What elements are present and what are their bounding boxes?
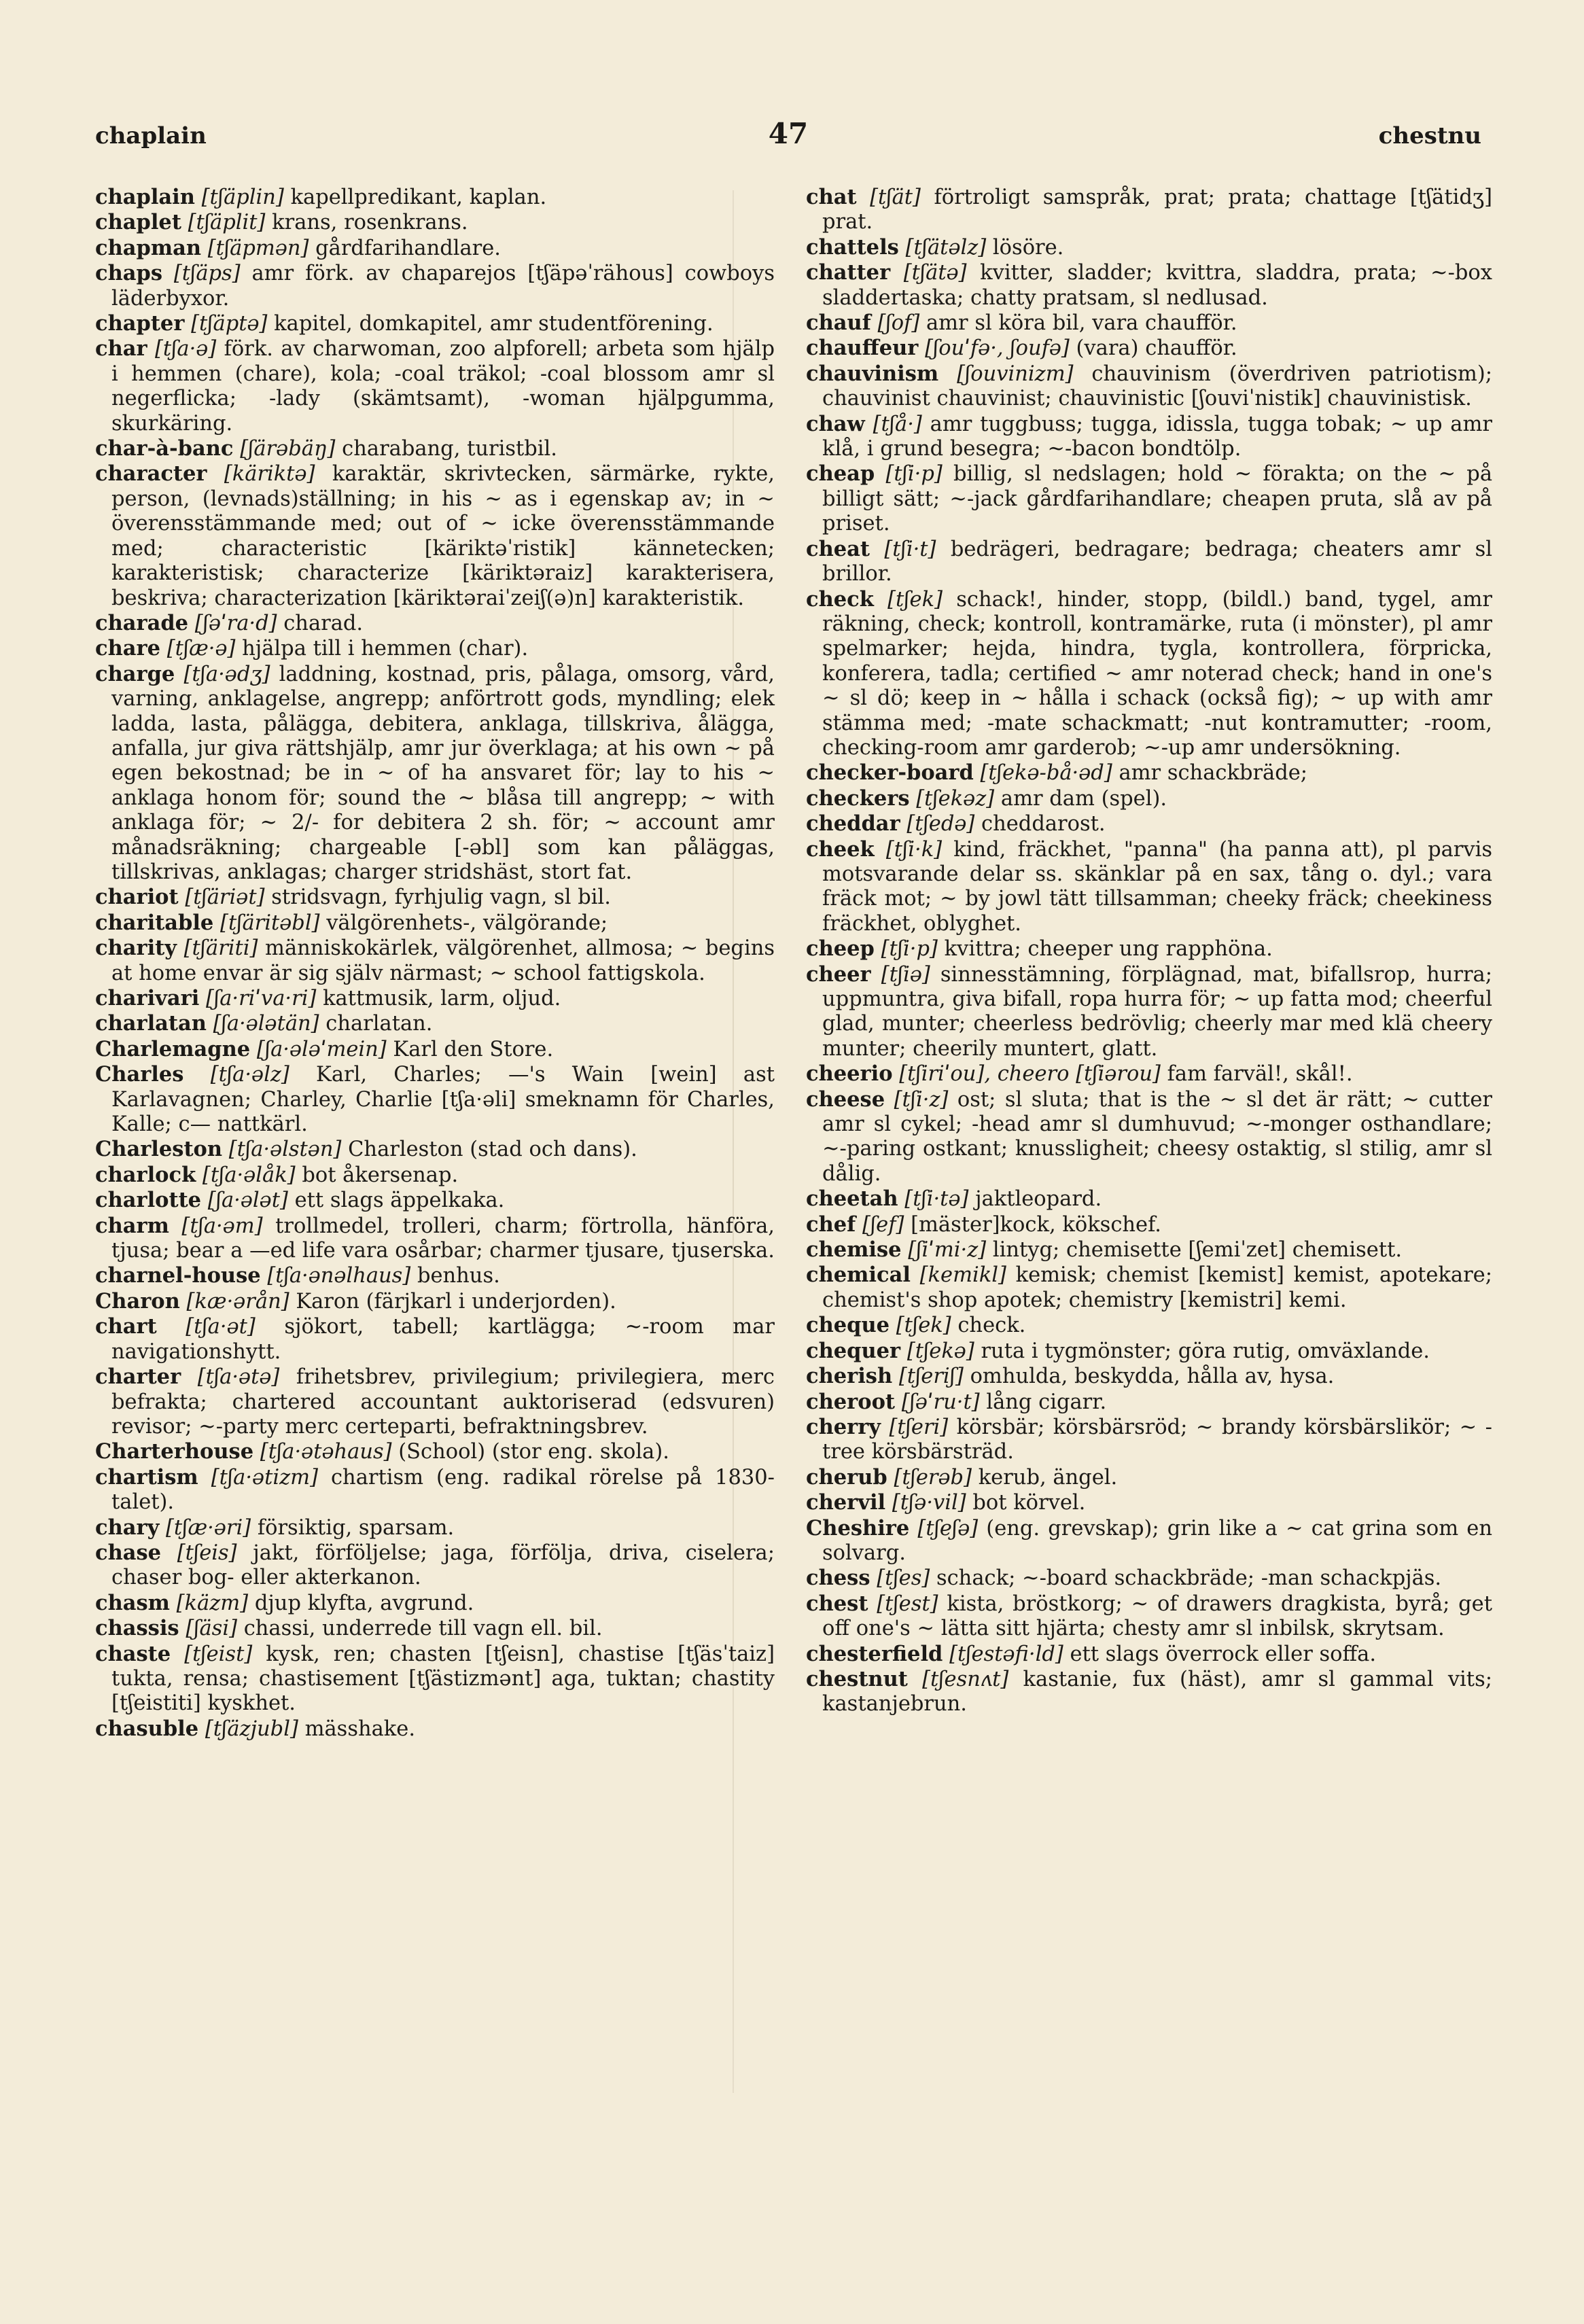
entry-pronunciation: [ʃəˈru·t] [901, 1390, 980, 1414]
entry-headword: charm [95, 1213, 169, 1238]
entry-definition: kerub, ängel. [978, 1465, 1118, 1490]
entry-definition: [mäster]kock, kökschef. [911, 1212, 1161, 1237]
entry-headword: chemical [806, 1263, 911, 1288]
entry-headword: check [806, 586, 874, 612]
entry-pronunciation: [ʃof] [877, 311, 920, 336]
entry-definition: Charleston (stad och dans). [348, 1138, 637, 1162]
entry-definition: människokärlek, välgörenhet, allmosa; ~ begins at home envar är sig själv närmast; ~ school fattigskola. [111, 936, 775, 985]
entry-definition: förtroligt samspråk, prat; prata; chattage [tʃätidʒ] prat. [822, 186, 1492, 234]
entry-headword: cherish [806, 1364, 893, 1389]
dictionary-entry [95, 986, 775, 1011]
entry-definition: trollmedel, trolleri, charm; förtrolla, hänföra, tjusa; bear a —ed life vara osårbar; charmer tjusare, tjuserska. [111, 1214, 775, 1263]
entry-pronunciation: [tʃæ·əri] [166, 1515, 251, 1540]
dictionary-entry [806, 760, 1492, 786]
entry-headword: chaps [95, 261, 163, 286]
entry-headword: charity [95, 936, 177, 961]
entry-pronunciation: [tʃi·p] [881, 937, 938, 962]
entry-headword: chess [806, 1566, 870, 1591]
entry-pronunciation: [tʃes] [877, 1566, 930, 1591]
entry-definition: kysk, ren; chasten [tʃeisn], chastise [tʃäsˈtaiz] tukta, rensa; chastisement [tʃästizmənt] aga, tuktan; chastity [tʃeistiti] kyskhet. [111, 1642, 775, 1716]
dictionary-entry [806, 412, 1492, 462]
entry-headword: charlotte [95, 1188, 202, 1213]
entry-pronunciation: [ʃouˈfə·, ʃoufə] [925, 336, 1070, 361]
entry-headword: charlock [95, 1162, 196, 1187]
entry-headword: Charon [95, 1288, 180, 1314]
entry-pronunciation: [tʃekə] [907, 1339, 974, 1363]
entry-definition: kvitter, sladder; kvittra, sladdra, prata; ~-box sladdertaska; chatty pratsam, sl nedlusad. [822, 261, 1492, 310]
entry-definition: cheddarost. [981, 812, 1106, 837]
entry-definition: kattmusik, larm, oljud. [323, 987, 561, 1010]
entry-pronunciation: [tʃäptə] [191, 312, 268, 336]
entry-pronunciation: [ʃa·ələtän] [213, 1012, 319, 1036]
entry-headword: Charlemagne [95, 1036, 251, 1061]
entry-definition: sjökort, tabell; kartlägga; ~-room mar navigationshytt. [111, 1315, 775, 1364]
entry-columns [95, 185, 1495, 2257]
entry-pronunciation: [tʃi·z] [894, 1087, 949, 1112]
entry-definition: sinnesstämning, förplägnad, mat, bifallsrop, hurra; uppmuntra, giva bifall, ropa hurra för; ~ up fatta mod; cheerful glad, munter; cheerless bedrövlig; cheerly mar med klä cheery munter; cheerily muntert, glatt. [822, 962, 1492, 1061]
dictionary-entry [806, 1313, 1492, 1338]
dictionary-entry [806, 1642, 1492, 1667]
entry-definition: benhus. [417, 1264, 500, 1288]
dictionary-entry [95, 236, 775, 261]
dictionary-entry [806, 837, 1492, 937]
entry-headword: charter [95, 1365, 181, 1390]
entry-pronunciation: [tʃäplin] [201, 186, 284, 209]
entry-definition: chassi, underrede till vagn ell. bil. [243, 1617, 603, 1641]
page-number: 47 [768, 117, 809, 150]
entry-headword: chequer [806, 1338, 901, 1363]
entry-pronunciation: [tʃestəfi·ld] [949, 1642, 1063, 1666]
entry-definition: försiktig, sparsam. [257, 1515, 455, 1540]
entry-definition: ost; sl sluta; that is the ~ sl det är rätt; ~ cutter amr sl cykel; -head amr sl dumhuvud; ~-monger osthandlare; ~-paring ostkant; knussligheit; cheesy ostaktig, sl stilig, amr sl dålig. [822, 1087, 1492, 1186]
entry-definition: stridsvagn, fyrhjulig vagn, sl bil. [271, 885, 611, 910]
entry-headword: chemise [806, 1237, 902, 1263]
entry-definition: amr schackbräde; [1119, 761, 1308, 786]
entry-definition: fam farväl!, skål!. [1167, 1062, 1353, 1087]
dictionary-entry [806, 235, 1492, 260]
dictionary-entry [806, 811, 1492, 837]
entry-pronunciation: [tʃät] [870, 186, 921, 209]
entry-headword: chaplain [95, 185, 195, 209]
entry-definition: check. [957, 1314, 1026, 1338]
right-guide-word: chestnu [1378, 122, 1481, 149]
entry-definition: Karl, Charles; —'s Wain [wein] ast Karlavagnen; Charley, Charlie [tʃa·əli] smeknamn för Charles, Kalle; c— nattkärl. [111, 1063, 775, 1137]
dictionary-entry [806, 1087, 1492, 1187]
entry-definition: lösöre. [992, 235, 1064, 260]
entry-definition: chauvinism (överdriven patriotism); chauvinist chauvinist; chauvinistic [ʃouviˈnistik] chauvinistisk. [822, 362, 1492, 411]
dictionary-entry [806, 1465, 1492, 1490]
entry-headword: chare [95, 636, 160, 661]
entry-headword: chaste [95, 1641, 171, 1666]
entry-headword: chasuble [95, 1716, 199, 1741]
entry-pronunciation: [tʃekə-bå·əd] [980, 761, 1112, 786]
entry-pronunciation: [ʃa·riˈva·ri] [206, 987, 317, 1010]
entry-pronunciation: [ʃəˈra·d] [194, 611, 277, 635]
dictionary-entry [95, 1037, 775, 1062]
entry-pronunciation: [ʃouvinizm] [957, 362, 1074, 386]
dictionary-entry [806, 786, 1492, 811]
entry-headword: chapman [95, 235, 202, 260]
entry-pronunciation: [tʃest] [877, 1591, 938, 1616]
entry-headword: chart [95, 1314, 157, 1339]
entry-pronunciation: [tʃə·vil] [892, 1491, 966, 1515]
entry-headword: cheer [806, 962, 871, 987]
entry-definition: amr dam (spel). [1000, 786, 1167, 811]
entry-pronunciation: [tʃa·ətəhaus] [260, 1440, 392, 1464]
dictionary-entry [806, 362, 1492, 412]
entry-pronunciation: [tʃi·k] [885, 837, 943, 862]
entry-pronunciation: [tʃäplit] [188, 211, 266, 235]
entry-pronunciation: [tʃätəlz] [905, 235, 987, 260]
entry-definition: Karon (färjkarl i underjorden). [296, 1289, 616, 1314]
entry-pronunciation: [tʃa·əlåk] [202, 1163, 296, 1187]
entry-headword: chasm [95, 1590, 170, 1615]
entry-definition: bedrägeri, bedragare; bedraga; cheaters amr sl brillor. [822, 537, 1493, 586]
dictionary-entry [95, 1465, 775, 1515]
entry-pronunciation: [tʃi·t] [884, 537, 936, 561]
dictionary-entry [806, 537, 1492, 587]
entry-pronunciation: [tʃa·əm] [181, 1214, 263, 1238]
entry-definition: jaktleopard. [975, 1187, 1102, 1212]
entry-headword: chaplet [95, 210, 181, 235]
entry-headword: chattels [806, 234, 899, 260]
dictionary-entry [95, 885, 775, 910]
dictionary-entry [95, 436, 775, 461]
entry-pronunciation: [tʃeʃə] [917, 1516, 979, 1540]
entry-pronunciation: [tʃeriʃ] [898, 1365, 964, 1389]
dictionary-entry [95, 311, 775, 336]
entry-headword: checkers [806, 786, 910, 811]
entry-definition: bot åkersenap. [302, 1163, 459, 1187]
dictionary-entry [806, 1566, 1492, 1591]
dictionary-entry [95, 1616, 775, 1641]
dictionary-entry [95, 461, 775, 610]
dictionary-entry [95, 1163, 775, 1188]
entry-definition: ruta i tygmönster; göra rutig, omväxlande. [981, 1339, 1430, 1363]
dictionary-entry [806, 962, 1492, 1062]
entry-pronunciation: [tʃi·p] [885, 462, 943, 487]
dictionary-entry [806, 1490, 1492, 1515]
entry-pronunciation: [tʃa·ənəlhaus] [267, 1264, 411, 1288]
dictionary-entry [806, 1591, 1492, 1642]
entry-pronunciation: [tʃiriˈou], cheero [tʃiərou] [899, 1062, 1161, 1087]
entry-pronunciation: [tʃäriti] [183, 936, 258, 961]
entry-headword: chariot [95, 885, 179, 910]
entry-pronunciation: [tʃäritəbl] [220, 911, 320, 935]
dictionary-entry [806, 1415, 1492, 1465]
entry-definition: jakt, förföljelse; jaga, förfölja, driva, ciselera; chaser bog- eller akterkanon. [111, 1540, 775, 1590]
entry-pronunciation: [ʃef] [862, 1212, 904, 1237]
entry-headword: chartism [95, 1464, 198, 1490]
entry-pronunciation: [tʃi·tə] [904, 1187, 969, 1212]
dictionary-entry [806, 1237, 1492, 1263]
dictionary-entry [806, 260, 1492, 311]
dictionary-entry [95, 185, 775, 210]
dictionary-entry [95, 1263, 775, 1288]
entry-pronunciation: [käzm] [176, 1591, 249, 1615]
entry-pronunciation: [tʃa·əlstən] [228, 1138, 342, 1162]
entry-headword: cheque [806, 1313, 890, 1338]
entry-definition: chartism (eng. radikal rörelse på 1830-talet). [111, 1465, 775, 1515]
entry-headword: checker-board [806, 760, 974, 786]
dictionary-entry [95, 1314, 775, 1365]
dictionary-entry [806, 936, 1492, 962]
entry-headword: chauffeur [806, 336, 919, 361]
entry-definition: Karl den Store. [393, 1037, 554, 1061]
entry-headword: cheese [806, 1087, 885, 1112]
dictionary-entry [95, 1439, 775, 1464]
dictionary-entry [95, 662, 775, 885]
entry-headword: chest [806, 1591, 868, 1616]
entry-headword: cheerio [806, 1061, 893, 1087]
dictionary-entry [806, 1516, 1492, 1566]
entry-pronunciation: [tʃäzjubl] [205, 1716, 298, 1741]
entry-headword: chesterfield [806, 1641, 943, 1666]
entry-pronunciation: [tʃå·] [873, 412, 922, 436]
dictionary-entry [95, 1515, 775, 1540]
entry-definition: omhulda, beskydda, hålla av, hysa. [970, 1365, 1335, 1389]
left-guide-word: chaplain [95, 122, 207, 149]
entry-definition: amr förk. av chaparejos [tʃäpəˈrähous] cowboys läderbyxor. [111, 262, 775, 311]
dictionary-entry [806, 1364, 1492, 1389]
dictionary-entry [95, 1642, 775, 1716]
entry-definition: (vara) chaufför. [1076, 336, 1237, 361]
entry-definition: (School) (stor eng. skola). [398, 1440, 669, 1464]
entry-pronunciation: [ʃärəbäŋ] [240, 437, 336, 461]
entry-headword: chaw [806, 411, 865, 436]
entry-definition: förk. av charwoman, zoo alpforell; arbeta som hjälp i hemmen (chare), kola; -coal träkol; -coal blossom amr sl negerflicka; -lady (skämtsamt), -woman hjälpgumma, skurkäring. [111, 337, 775, 436]
entry-definition: (eng. grevskap); grin like a ~ cat grina som en solvarg. [822, 1516, 1492, 1565]
entry-definition: körsbär; körsbärsröd; ~ brandy körsbärslikör; ~ -tree körsbärsträd. [822, 1415, 1492, 1464]
entry-headword: character [95, 461, 207, 487]
entry-pronunciation: [käriktə] [224, 462, 315, 487]
entry-pronunciation: [tʃeis] [177, 1540, 237, 1565]
entry-pronunciation: [tʃedə] [907, 812, 975, 837]
dictionary-entry [806, 1212, 1492, 1237]
entry-definition: kapellpredikant, kaplan. [290, 186, 547, 209]
entry-headword: cheep [806, 936, 875, 962]
entry-definition: lintyg; chemisette [ʃemiˈzet] chemisett. [992, 1238, 1403, 1263]
entry-pronunciation: [kemikl] [919, 1263, 1006, 1288]
entry-headword: charade [95, 610, 189, 635]
entry-pronunciation: [tʃäps] [173, 262, 241, 286]
entry-definition: karaktär, skrivtecken, särmärke, rykte, person, (levnads)ställning; in his ~ as i egenskap av; in ~ överensstämmande med; out of ~ icke överensstämmande med; characteristic [käriktəˈristik] kännetecken; karakteristisk; characterize [käriktəraiz] karakterisera, beskriva; characterization [käriktəraiˈzeiʃ(ə)n] karakteristik. [111, 462, 775, 610]
dictionary-entry [95, 210, 775, 235]
entry-headword: Cheshire [806, 1515, 910, 1540]
entry-headword: char [95, 336, 147, 362]
entry-headword: cheroot [806, 1389, 895, 1414]
entry-pronunciation: [ʃa·ələt] [207, 1189, 288, 1213]
entry-headword: charnel-house [95, 1263, 261, 1288]
entry-pronunciation: [tʃäpmən] [207, 236, 309, 260]
entry-definition: charad. [283, 611, 364, 635]
entry-headword: chat [806, 185, 857, 209]
dictionary-entry [95, 636, 775, 661]
entry-pronunciation: [tʃek] [887, 587, 943, 612]
entry-pronunciation: [tʃa·ətizm] [211, 1465, 318, 1490]
entry-definition: kvittra; cheeper ung rapphöna. [944, 937, 1273, 962]
dictionary-entry [95, 1011, 775, 1036]
entry-headword: char-à-banc [95, 436, 234, 461]
entry-definition: amr tuggbuss; tugga, idissla, tugga tobak; ~ up amr klå, i grund besegra; ~-bacon bondtölp. [822, 412, 1492, 461]
entry-headword: cheat [806, 536, 870, 561]
entry-definition: charabang, turistbil. [342, 437, 557, 461]
entry-headword: cheap [806, 461, 875, 487]
entry-definition: mässhake. [304, 1716, 416, 1741]
entry-headword: chary [95, 1515, 160, 1540]
dictionary-entry [95, 611, 775, 636]
page-header [95, 117, 1481, 163]
entry-definition: lång cigarr. [986, 1390, 1107, 1414]
dictionary-entry [806, 185, 1492, 235]
entry-definition: välgörenhets-, välgörande; [326, 911, 608, 935]
entry-pronunciation: [tʃa·ə] [154, 337, 217, 362]
dictionary-entry [95, 261, 775, 311]
entry-pronunciation: [tʃeri] [889, 1415, 949, 1439]
dictionary-entry [806, 311, 1492, 336]
entry-headword: chef [806, 1212, 856, 1237]
entry-headword: cheek [806, 837, 875, 862]
entry-definition: bot körvel. [972, 1491, 1086, 1515]
entry-headword: Charleston [95, 1137, 223, 1162]
dictionary-entry [95, 1540, 775, 1591]
entry-definition: amr sl köra bil, vara chaufför. [926, 311, 1237, 336]
entry-headword: cherub [806, 1464, 887, 1490]
entry-headword: charitable [95, 910, 214, 935]
entry-definition: kista, bröstkorg; ~ of drawers dragkista, byrå; get off one's ~ lätta sitt hjärta; chesty amr sl inbilsk, skrytsam. [822, 1591, 1492, 1641]
entry-definition: kemisk; chemist [kemist] kemist, apotekare; chemist's shop apotek; chemistry [kemistri] kemi. [822, 1263, 1493, 1312]
entry-definition: billig, sl nedslagen; hold ~ förakta; on the ~ på billigt sätt; ~-jack gårdfarihandlare; cheapen pruta, slå av på priset. [822, 462, 1492, 536]
dictionary-entry [95, 1062, 775, 1137]
entry-definition: hjälpa till i hemmen (char). [242, 637, 529, 661]
entry-headword: chapter [95, 311, 185, 336]
entry-pronunciation: [ʃa·ələˈmein] [256, 1037, 387, 1061]
entry-pronunciation: [tʃa·ət] [186, 1315, 256, 1339]
entry-definition: djup klyfta, avgrund. [254, 1591, 474, 1615]
dictionary-entry [806, 587, 1492, 761]
entry-pronunciation: [tʃekəz] [916, 786, 995, 811]
entry-headword: charge [95, 661, 175, 686]
dictionary-entry [806, 1667, 1492, 1717]
dictionary-entry [95, 911, 775, 936]
entry-pronunciation: [tʃäriət] [185, 885, 265, 910]
entry-definition: kapitel, domkapitel, amr studentförening. [274, 312, 714, 336]
entry-pronunciation: [tʃa·ətə] [197, 1365, 280, 1390]
entry-definition: kind, fräckhet, "panna" (ha panna att), pl parvis motsvarande delar ss. skänklar på en sax, tång o. dyl.; vara fräck mot; ~ by jowl tätt tillsamman; cheeky fräck; cheekiness fräckhet, oblyghet. [822, 837, 1492, 936]
dictionary-entry [95, 336, 775, 436]
entry-definition: laddning, kostnad, pris, pålaga, omsorg, vård, varning, anklagelse, angrepp; anförtrott gods, myndling; elek ladda, lasta, pålägga, debitera, anklaga, tillskriva, ålägga, anfalla, jur giva rättshjälp, amr jur överklaga; at his own ~ på egen bekostnad; be in ~ of ha ansvaret för; lay to his ~ anklaga honom för; sound the ~ blåsa till angrepp; ~ with anklaga för; ~ 2/- for debitera 2 sh. för; ~ account amr månadsräkning; chargeable [-əbl] som kan påläggas, tillskrivas, anklagas; charger stridshäst, stort fat. [111, 662, 775, 884]
entry-headword: Charterhouse [95, 1439, 254, 1464]
dictionary-entry [806, 336, 1492, 361]
dictionary-entry [95, 1365, 775, 1439]
entry-definition: schack!, hinder, stopp, (bildl.) band, tygel, amr räkning, check; kontroll, kontramärke, ruta (i mönster), pl amr spelmarker; hejda, hindra, tygla, kontrollera, förpricka, konferera, tadla; certified ~ amr noterad check; hand in one's ~ sl dö; keep in ~ hålla i schack (också fig); ~ up with amr stämma med; -mate schackmatt; -nut kontramutter; -room, checking-room amr garderob; ~-up amr undersökning. [822, 587, 1493, 760]
dictionary-entry [806, 1339, 1492, 1364]
dictionary-entry [806, 1390, 1492, 1415]
entry-definition: frihetsbrev, privilegium; privilegiera, merc befrakta; chartered accountant auktoriserad (edsvuren) revisor; ~-party merc certeparti, befraktningsbrev. [111, 1365, 775, 1439]
entry-headword: chassis [95, 1616, 179, 1641]
entry-headword: cheddar [806, 811, 900, 837]
entry-headword: chauf [806, 311, 871, 336]
entry-definition: charlatan. [325, 1012, 433, 1036]
entry-definition: ett slags äppelkaka. [294, 1189, 505, 1213]
dictionary-entry [95, 1137, 775, 1162]
dictionary-entry [95, 1214, 775, 1264]
dictionary-entry [95, 1591, 775, 1616]
entry-pronunciation: [tʃesnʌt] [922, 1667, 1009, 1691]
entry-headword: charivari [95, 986, 200, 1010]
entry-headword: charlatan [95, 1011, 207, 1036]
entry-headword: chestnut [806, 1666, 908, 1691]
entry-pronunciation: [tʃæ·ə] [166, 637, 236, 661]
entry-headword: Charles [95, 1062, 184, 1087]
dictionary-entry [95, 1289, 775, 1314]
entry-headword: cherry [806, 1414, 881, 1439]
dictionary-entry [806, 1263, 1492, 1313]
entry-pronunciation: [ʃiˈmi·z] [908, 1238, 987, 1263]
entry-pronunciation: [ʃäsi] [186, 1617, 237, 1641]
entry-pronunciation: [tʃek] [896, 1314, 951, 1338]
entry-headword: chervil [806, 1490, 886, 1515]
entry-pronunciation: [kæ·ərån] [186, 1289, 289, 1314]
dictionary-entry [95, 1716, 775, 1742]
entry-definition: krans, rosenkrans. [272, 211, 468, 235]
entry-pronunciation: [tʃa·ədʒ] [183, 662, 270, 686]
dictionary-entry [806, 461, 1492, 536]
entry-definition: schack; ~-board schackbräde; -man schackpjäs. [936, 1566, 1442, 1591]
entry-pronunciation: [tʃeist] [184, 1642, 253, 1666]
left-column [95, 185, 775, 1742]
entry-headword: cheetah [806, 1186, 898, 1212]
entry-definition: ett slags överrock eller soffa. [1070, 1642, 1377, 1666]
entry-headword: chase [95, 1540, 162, 1565]
right-column [806, 185, 1492, 1717]
dictionary-entry [95, 1188, 775, 1213]
entry-headword: chauvinism [806, 361, 939, 386]
entry-definition: gårdfarihandlare. [315, 236, 501, 260]
entry-headword: chatter [806, 260, 891, 285]
entry-pronunciation: [tʃerəb] [894, 1465, 972, 1490]
entry-pronunciation: [tʃätə] [903, 261, 967, 285]
dictionary-entry [806, 1061, 1492, 1087]
dictionary-entry [95, 936, 775, 986]
entry-pronunciation: [tʃa·əlz] [210, 1063, 289, 1087]
entry-definition: kastanie, fux (häst), amr sl gammal vits; kastanjebrun. [822, 1667, 1492, 1716]
entry-pronunciation: [tʃiə] [881, 962, 930, 987]
dictionary-entry [806, 1186, 1492, 1212]
